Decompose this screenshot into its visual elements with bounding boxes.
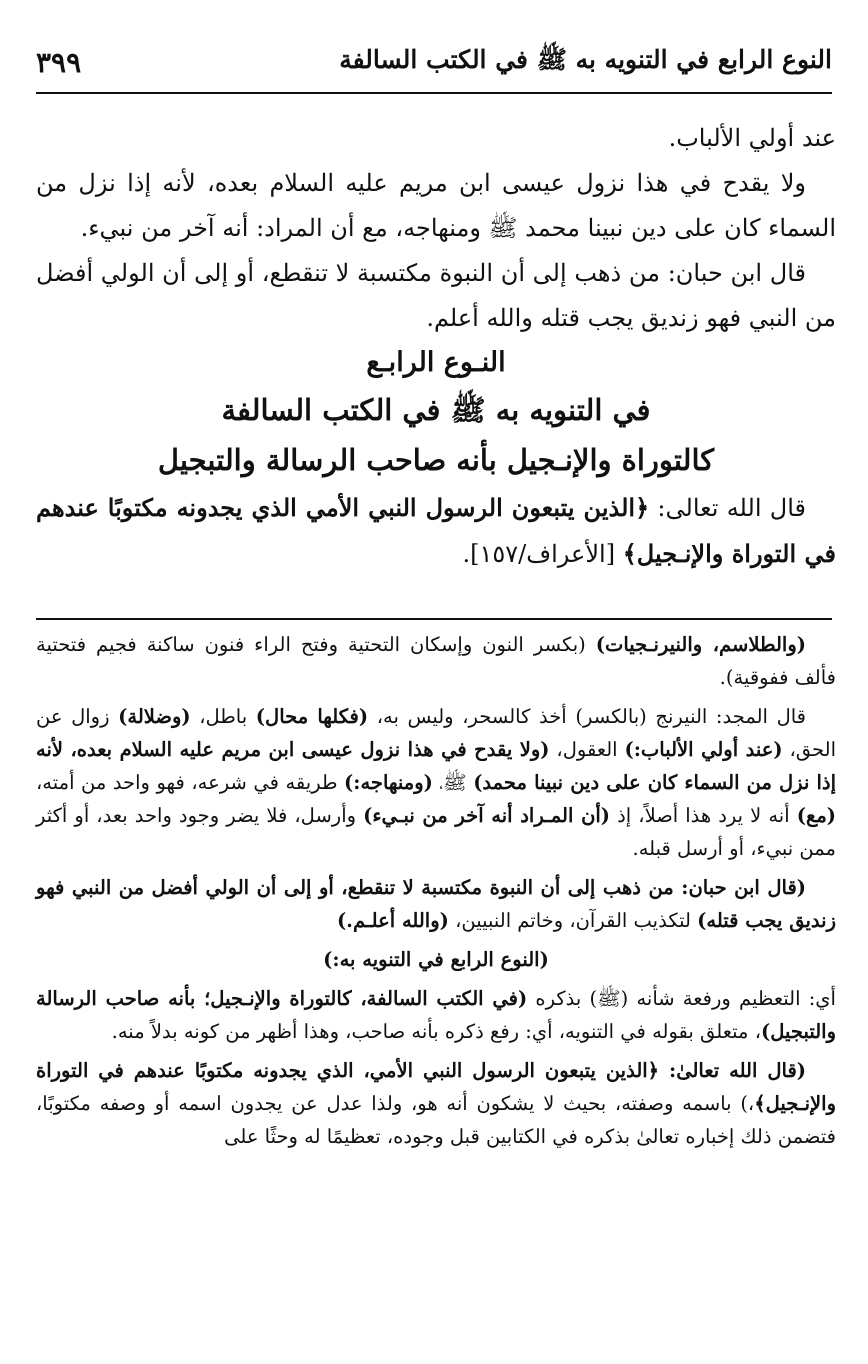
main-paragraph-2: ولا يقدح في هذا نزول عيسى ابن مريم عليه السلام بعده، لأنه إذا نزل من السماء كان على دين نبينا محمد ﷺ ومنهاجه، مع أن المراد: أنه آخر من نبيء. (36, 169, 836, 242)
commentary-gloss: زوال عن الحق، (36, 705, 836, 761)
commentary-term: (فكلها محال) (255, 705, 369, 728)
commentary-paragraph-2 (36, 700, 836, 865)
commentary-term: (ومنهاجه:) (344, 771, 433, 794)
commentary-term: (أن المـراد أنه آخر من نبـيء) (363, 804, 611, 827)
commentary-gloss: أنه لا يرد هذا أصلاً، إذ (610, 804, 797, 827)
commentary-term: (والطلاسم، والنيرنـجيات) (595, 633, 806, 656)
commentary-term: (عند أولي الألباب:) (624, 738, 783, 761)
commentary-subheading: (النوع الرابع في التنويه به:) (323, 948, 549, 971)
header-divider (36, 92, 832, 94)
commentary-paragraph-4 (36, 982, 836, 1048)
commentary-term: (ولا يقدح في هذا نزول عيسى ابن مريم عليه السلام بعده، لأنه إذا نزل من السماء كان على دين نبينا محمد) (36, 738, 836, 794)
commentary-term: (والله أعلـم.) (336, 909, 449, 932)
section-heading-line-2: في التنويه به ﷺ في الكتب السالفة (221, 393, 651, 427)
quran-verse: ﴿الذين يتبعون الرسول النبي الأمي الذي يجدونه مكتوبًا عندهم في التوراة والإنـجيل﴾ (36, 493, 836, 568)
commentary-gloss: قال المجد: النيرنج (بالكسر) أخذ كالسحر، وليس به، (368, 705, 806, 728)
section-heading-line-3: كالتوراة والإنـجيل بأنه صاحب الرسالة والتبجيل (157, 443, 715, 477)
commentary-gloss: وأرسل، فلا يضر وجود واحد بعد، أو أكثر ممن نبيء، أو أرسل قبله. (36, 804, 836, 860)
commentary-gloss: (بكسر النون وإسكان التحتية وفتح الراء فنون ساكنة فجيم فتحتية فألف ففوقية). (36, 633, 836, 689)
commentary-term: (قال ابن حبان: من ذهب إلى أن النبوة مكتسبة لا تنقطع، أو إلى أن الولي أفضل من النبي فهو زنديق يجب قتله) (36, 876, 836, 932)
main-paragraph-1: عند أولي الألباب. (668, 124, 836, 152)
commentary-term: (قال الله تعالىٰ: ﴿الذين يتبعون الرسول النبي الأمي، الذي يجدونه مكتوبًا عندهم في التوراة والإنـجيل﴾ (36, 1059, 836, 1115)
verse-reference: [الأعراف/١٥٧]. (462, 540, 623, 568)
main-paragraph-3: قال ابن حبان: من ذهب إلى أن النبوة مكتسبة لا تنقطع، أو إلى أن الولي أفضل من النبي فهو زنديق يجب قتله والله أعلم. (36, 259, 836, 332)
commentary-term: (مع) (796, 804, 836, 827)
commentary-gloss: ﷺ، (432, 771, 474, 794)
commentary-text (36, 628, 836, 1159)
page-number: ٣٩٩ (36, 45, 82, 79)
commentary-gloss: العقول، (549, 738, 625, 761)
commentary-gloss: ، متعلق بقوله في التنويه، أي: رفع ذكره بأنه صاحب، وهذا أظهر من كونه بدلاً منه. (111, 1020, 761, 1043)
running-title: النوع الرابع في التنويه به ﷺ في الكتب السالفة (339, 44, 832, 74)
page-header (36, 38, 832, 86)
commentary-paragraph-1 (36, 628, 836, 694)
commentary-term: (في الكتب السالفة، كالتوراة والإنـجيل؛ بأنه صاحب الرسالة والتبجيل) (36, 987, 836, 1043)
commentary-divider (36, 618, 832, 620)
commentary-gloss: ،) باسمه وصفته، بحيث لا يشكون أنه هو، ولذا عدل عن يجدون اسمه أو وصفه مكتوبًا، فتضمن ذلك إخباره تعالىٰ بذكره في الكتابين قبل وجوده، تعظيمًا له وحثًا على (36, 1092, 836, 1148)
section-heading-line-1: النـوع الرابـع (366, 347, 506, 378)
commentary-paragraph-3 (36, 871, 836, 937)
commentary-gloss: طريقه في شرعه، فهو واحد من أمته، (36, 771, 345, 794)
commentary-gloss: باطل، (190, 705, 256, 728)
commentary-term: (وضلالة) (118, 705, 191, 728)
commentary-gloss: أي: التعظيم ورفعة شأنه (ﷺ) بذكره (527, 987, 836, 1010)
quran-quote-paragraph (36, 485, 836, 577)
commentary-paragraph-5 (36, 1054, 836, 1153)
main-text (36, 116, 836, 577)
quote-intro: قال الله تعالى: (649, 494, 806, 522)
commentary-gloss: لتكذيب القرآن، وخاتم النبيين، (448, 909, 698, 932)
